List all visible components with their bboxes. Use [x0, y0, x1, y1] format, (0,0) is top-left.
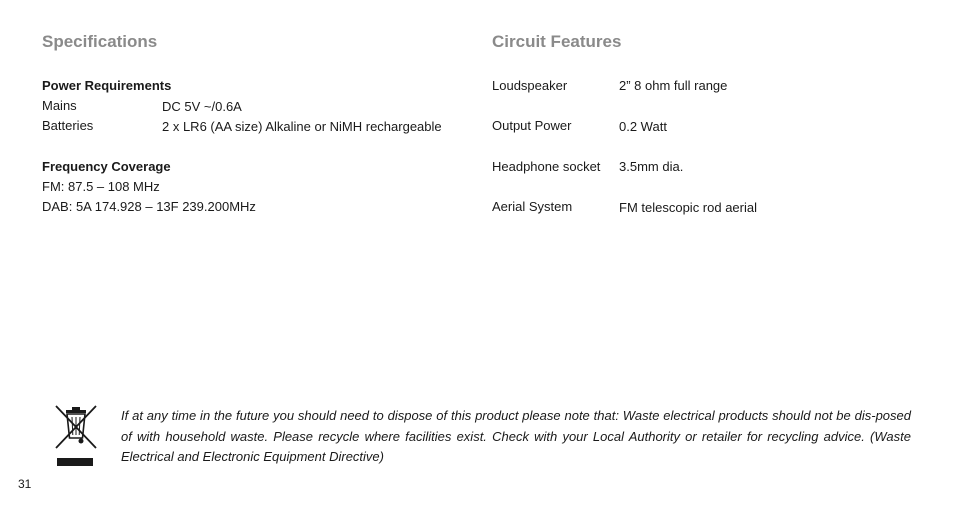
dab-range: DAB: 5A 174.928 – 13F 239.200MHz — [42, 199, 256, 214]
page-number: 31 — [18, 477, 32, 491]
aerial-system-label: Aerial System — [492, 199, 573, 214]
output-power-value: 0.2 Watt — [619, 119, 667, 134]
loudspeaker-value: 2” 8 ohm full range — [619, 78, 728, 93]
batteries-value: 2 x LR6 (AA size) Alkaline or NiMH rechargeable — [162, 119, 442, 134]
specifications-title: Specifications — [42, 32, 158, 51]
crossed-out-wheelie-bin-icon — [53, 402, 99, 468]
mains-value: DC 5V ~/0.6A — [162, 99, 242, 114]
aerial-system-value: FM telescopic rod aerial — [619, 200, 757, 215]
loudspeaker-label: Loudspeaker — [492, 78, 568, 93]
circuit-features-title: Circuit Features — [492, 32, 622, 51]
weee-disposal-notice: If at any time in the future you should need to dispose of this product please note that: Waste electrical products should not be dis-posed of with household waste. Please recycle where facilities exist. Check with your Local Authority or retailer for recycling advice. (Waste Electrical and Electronic Equipment Directive) — [121, 408, 911, 464]
output-power-label: Output Power — [492, 118, 572, 133]
headphone-socket-label: Headphone socket — [492, 159, 601, 174]
headphone-socket-value: 3.5mm dia. — [619, 159, 684, 174]
fm-range: FM: 87.5 – 108 MHz — [42, 179, 160, 194]
frequency-coverage-heading: Frequency Coverage — [42, 159, 171, 174]
batteries-label: Batteries — [42, 118, 94, 133]
mains-label: Mains — [42, 98, 77, 113]
power-requirements-heading: Power Requirements — [42, 78, 172, 93]
